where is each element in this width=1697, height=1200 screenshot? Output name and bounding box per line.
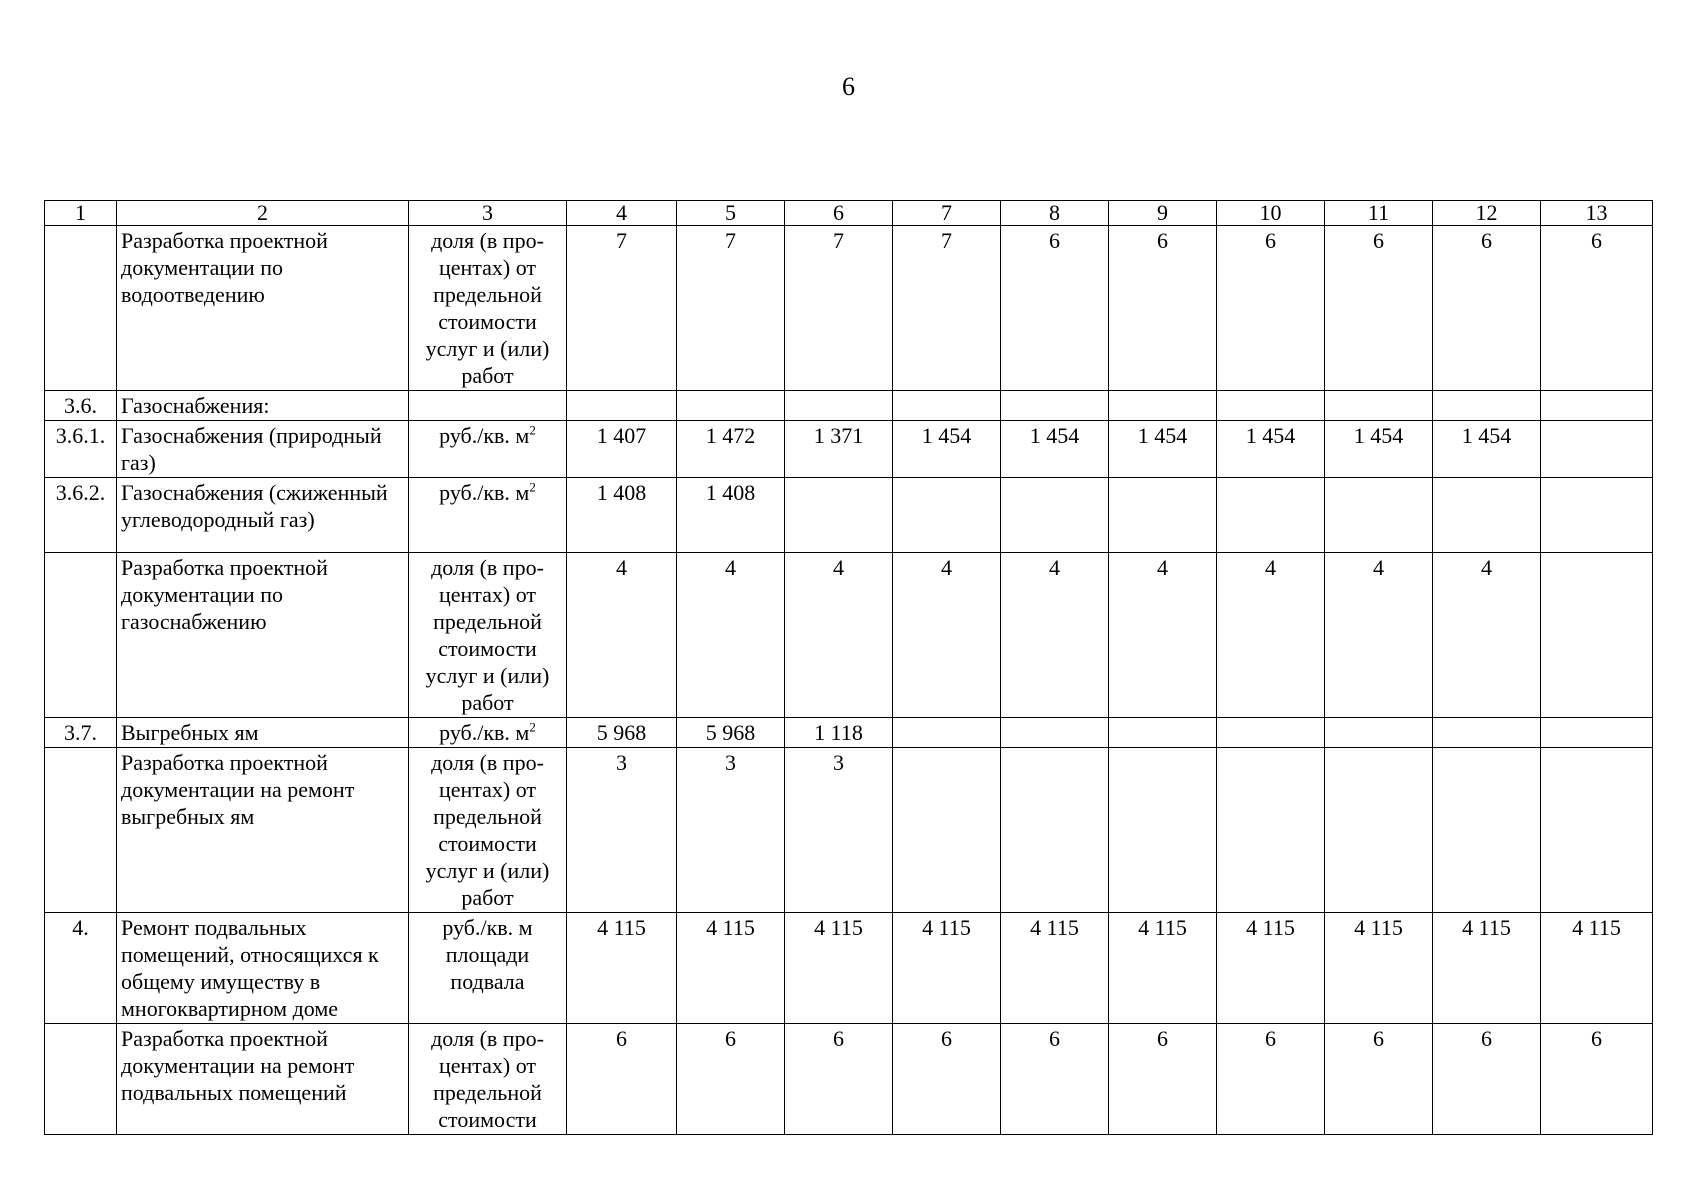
row-unit xyxy=(409,421,567,478)
value-cell: 3 xyxy=(567,748,677,913)
value-cell xyxy=(785,391,893,421)
value-cell: 6 xyxy=(1001,1024,1109,1135)
header-cell: 10 xyxy=(1217,201,1325,226)
value-cell xyxy=(1541,553,1653,718)
value-cell: 1 371 xyxy=(785,421,893,478)
header-cell: 1 xyxy=(45,201,117,226)
value-cell: 6 xyxy=(1109,226,1217,391)
value-cell: 3 xyxy=(677,748,785,913)
row-unit xyxy=(409,478,567,553)
header-cell: 9 xyxy=(1109,201,1217,226)
rates-table xyxy=(44,200,1653,1135)
value-cell: 6 xyxy=(1541,1024,1653,1135)
value-cell xyxy=(1001,391,1109,421)
value-cell: 7 xyxy=(567,226,677,391)
value-cell: 6 xyxy=(1541,226,1653,391)
row-name: Разработка проектной документации по газоснабжению xyxy=(117,553,409,718)
value-cell: 1 408 xyxy=(567,478,677,553)
value-cell xyxy=(1433,718,1541,748)
value-cell: 1 408 xyxy=(677,478,785,553)
header-cell: 3 xyxy=(409,201,567,226)
value-cell xyxy=(1217,391,1325,421)
row-name: Газоснабжения: xyxy=(117,391,409,421)
header-cell: 12 xyxy=(1433,201,1541,226)
value-cell: 1 454 xyxy=(1433,421,1541,478)
value-cell xyxy=(785,478,893,553)
value-cell: 1 454 xyxy=(1109,421,1217,478)
value-cell: 4 115 xyxy=(893,913,1001,1024)
unit-text: руб./кв. м площади подвала xyxy=(442,915,533,994)
row-number xyxy=(45,226,117,391)
table-row xyxy=(45,718,1653,748)
value-cell: 4 115 xyxy=(1001,913,1109,1024)
table-row xyxy=(45,478,1653,553)
row-name: Разработка проектной документации на ремонт подвальных помещений xyxy=(117,1024,409,1135)
value-cell: 6 xyxy=(1433,226,1541,391)
header-cell: 2 xyxy=(117,201,409,226)
unit-text: доля (в про-центах) от предельной стоимости услуг и (или) работ xyxy=(425,228,550,388)
table-row xyxy=(45,553,1653,718)
value-cell xyxy=(1433,748,1541,913)
value-cell: 4 xyxy=(567,553,677,718)
value-cell: 1 454 xyxy=(1325,421,1433,478)
value-cell xyxy=(677,391,785,421)
value-cell xyxy=(1217,748,1325,913)
value-cell: 1 454 xyxy=(1001,421,1109,478)
table-row xyxy=(45,421,1653,478)
value-cell xyxy=(1433,478,1541,553)
value-cell: 1 472 xyxy=(677,421,785,478)
row-name: Разработка проектной документации по водоотведению xyxy=(117,226,409,391)
row-number: 4. xyxy=(45,913,117,1024)
table-row xyxy=(45,1024,1653,1135)
value-cell: 6 xyxy=(1325,226,1433,391)
value-cell: 5 968 xyxy=(677,718,785,748)
value-cell: 4 xyxy=(893,553,1001,718)
unit-text: руб./кв. м xyxy=(439,720,530,745)
value-cell: 4 115 xyxy=(677,913,785,1024)
table-row xyxy=(45,913,1653,1024)
unit-text: руб./кв. м xyxy=(439,423,530,448)
row-number xyxy=(45,1024,117,1135)
value-cell: 5 968 xyxy=(567,718,677,748)
value-cell: 4 115 xyxy=(1541,913,1653,1024)
unit-text: руб./кв. м xyxy=(439,480,530,505)
row-unit xyxy=(409,913,567,1024)
page-number: 6 xyxy=(842,72,855,101)
value-cell: 7 xyxy=(893,226,1001,391)
value-cell: 6 xyxy=(1109,1024,1217,1135)
row-number xyxy=(45,553,117,718)
header-cell: 6 xyxy=(785,201,893,226)
value-cell: 1 454 xyxy=(1217,421,1325,478)
value-cell xyxy=(1433,391,1541,421)
table-row xyxy=(45,226,1653,391)
value-cell: 6 xyxy=(677,1024,785,1135)
value-cell: 4 115 xyxy=(1433,913,1541,1024)
value-cell: 6 xyxy=(1217,1024,1325,1135)
value-cell: 6 xyxy=(1433,1024,1541,1135)
value-cell xyxy=(1541,421,1653,478)
value-cell: 1 118 xyxy=(785,718,893,748)
header-cell: 5 xyxy=(677,201,785,226)
row-unit xyxy=(409,1024,567,1135)
value-cell: 4 115 xyxy=(1325,913,1433,1024)
value-cell xyxy=(1541,478,1653,553)
row-name: Газоснабжения (природный газ) xyxy=(117,421,409,478)
row-name: Газоснабжения (сжиженный углеводородный газ) xyxy=(117,478,409,553)
value-cell xyxy=(567,391,677,421)
value-cell: 4 115 xyxy=(567,913,677,1024)
value-cell: 6 xyxy=(1001,226,1109,391)
row-number: 3.6.2. xyxy=(45,478,117,553)
value-cell xyxy=(1109,391,1217,421)
row-name: Разработка проектной документации на ремонт выгребных ям xyxy=(117,748,409,913)
value-cell xyxy=(1541,391,1653,421)
table-body xyxy=(45,201,1653,1135)
header-cell: 11 xyxy=(1325,201,1433,226)
row-unit xyxy=(409,226,567,391)
header-cell: 4 xyxy=(567,201,677,226)
value-cell: 1 454 xyxy=(893,421,1001,478)
table-row xyxy=(45,748,1653,913)
value-cell xyxy=(1325,718,1433,748)
value-cell xyxy=(893,478,1001,553)
value-cell: 4 xyxy=(1325,553,1433,718)
value-cell: 4 115 xyxy=(785,913,893,1024)
value-cell: 1 407 xyxy=(567,421,677,478)
unit-text: доля (в про-центах) от предельной стоимости услуг и (или) работ xyxy=(425,750,550,910)
unit-superscript: 2 xyxy=(529,422,536,438)
value-cell: 3 xyxy=(785,748,893,913)
row-name: Выгребных ям xyxy=(117,718,409,748)
value-cell xyxy=(1001,748,1109,913)
value-cell: 4 xyxy=(785,553,893,718)
header-cell: 13 xyxy=(1541,201,1653,226)
value-cell xyxy=(893,748,1001,913)
value-cell xyxy=(1109,748,1217,913)
value-cell xyxy=(1001,478,1109,553)
row-unit xyxy=(409,718,567,748)
row-number: 3.6. xyxy=(45,391,117,421)
value-cell xyxy=(1001,718,1109,748)
value-cell: 4 xyxy=(1109,553,1217,718)
value-cell xyxy=(1109,718,1217,748)
value-cell: 6 xyxy=(1217,226,1325,391)
value-cell: 7 xyxy=(785,226,893,391)
row-name: Ремонт подвальных помещений, относящихся к общему имуществу в многоквартирном доме xyxy=(117,913,409,1024)
unit-superscript: 2 xyxy=(529,719,536,735)
row-number xyxy=(45,748,117,913)
value-cell: 6 xyxy=(893,1024,1001,1135)
value-cell xyxy=(1325,391,1433,421)
value-cell: 6 xyxy=(567,1024,677,1135)
value-cell: 4 115 xyxy=(1109,913,1217,1024)
row-number: 3.7. xyxy=(45,718,117,748)
value-cell: 4 xyxy=(677,553,785,718)
unit-text: доля (в про-центах) от предельной стоимости услуг и (или) работ xyxy=(425,555,550,715)
value-cell: 4 xyxy=(1433,553,1541,718)
value-cell: 6 xyxy=(785,1024,893,1135)
value-cell xyxy=(1325,748,1433,913)
value-cell xyxy=(1217,718,1325,748)
unit-text: доля (в про-центах) от предельной стоимости xyxy=(431,1026,544,1132)
row-unit xyxy=(409,553,567,718)
value-cell: 6 xyxy=(1325,1024,1433,1135)
unit-superscript: 2 xyxy=(529,479,536,495)
value-cell: 7 xyxy=(677,226,785,391)
value-cell xyxy=(1541,718,1653,748)
header-cell: 8 xyxy=(1001,201,1109,226)
row-unit xyxy=(409,391,567,421)
value-cell xyxy=(893,391,1001,421)
row-unit xyxy=(409,748,567,913)
header-row xyxy=(45,201,1653,226)
value-cell xyxy=(1217,478,1325,553)
value-cell xyxy=(1109,478,1217,553)
table-row xyxy=(45,391,1653,421)
value-cell xyxy=(1541,748,1653,913)
value-cell: 4 xyxy=(1001,553,1109,718)
value-cell: 4 115 xyxy=(1217,913,1325,1024)
header-cell: 7 xyxy=(893,201,1001,226)
value-cell xyxy=(893,718,1001,748)
value-cell: 4 xyxy=(1217,553,1325,718)
row-number: 3.6.1. xyxy=(45,421,117,478)
value-cell xyxy=(1325,478,1433,553)
